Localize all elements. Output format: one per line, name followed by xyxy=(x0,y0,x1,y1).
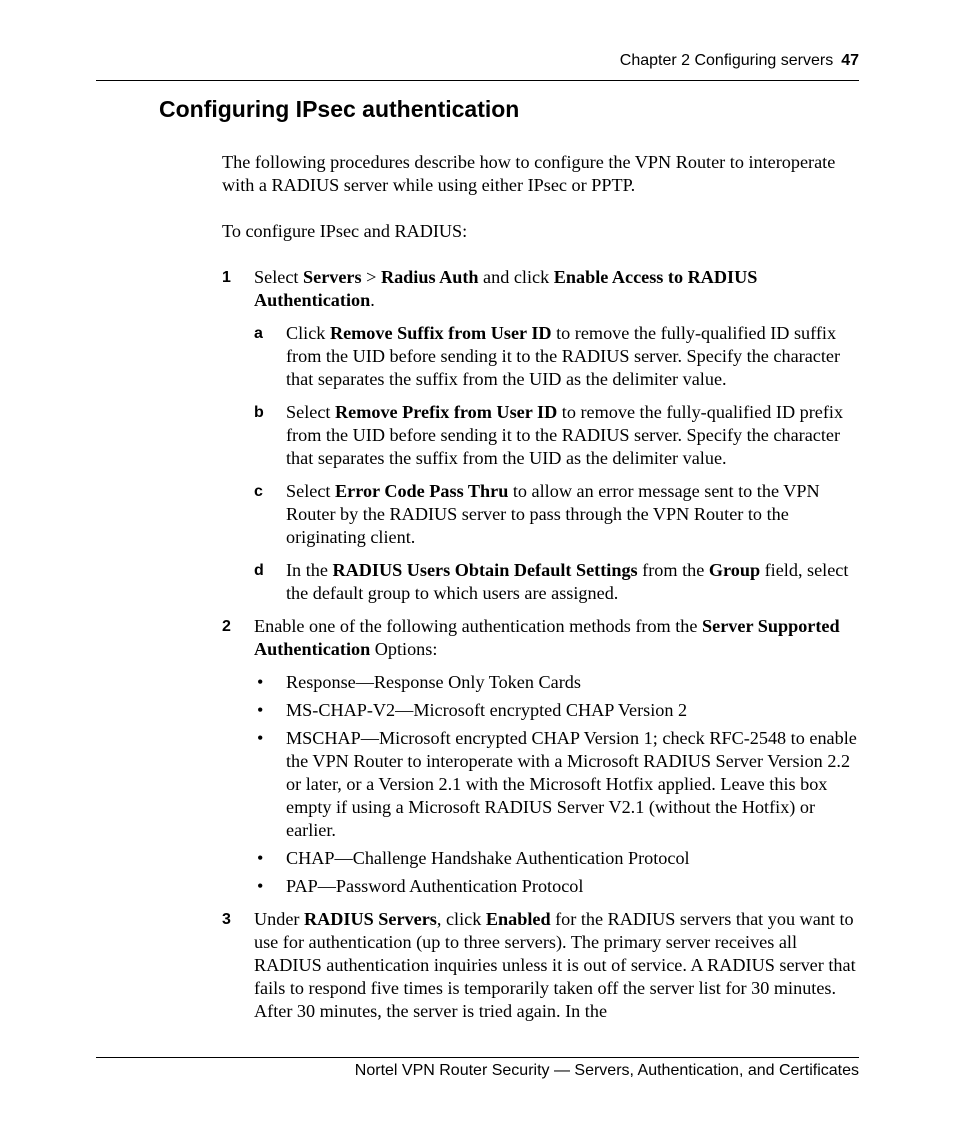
step-text: Enable one of the following authentication methods from the Server Supported Authentication Options: xyxy=(254,616,840,659)
step-2 xyxy=(222,615,862,898)
auth-method-list xyxy=(254,671,862,898)
substep-letter: c xyxy=(254,483,263,500)
page-footer xyxy=(96,1057,859,1079)
document-body xyxy=(222,151,862,1033)
bullet-icon: • xyxy=(257,848,264,868)
substep-text: Click Remove Suffix from User ID to remove the fully-qualified ID suffix from the UID before sending it to the RADIUS server. Specify the character that separates the suffix from the UID as the delimiter value. xyxy=(286,323,841,389)
step-text: Under RADIUS Servers, click Enabled for the RADIUS servers that you want to use for authentication (up to three servers). The primary server receives all RADIUS authentication inquiries unless it is out of service. A RADIUS server that fails to respond five times is temporarily taken off the server list for 30 minutes. After 30 minutes, the server is tried again. In the xyxy=(254,909,856,1021)
step-number: 1 xyxy=(222,269,231,286)
bullet-icon: • xyxy=(257,672,264,692)
step-1 xyxy=(222,266,862,605)
substep-a xyxy=(254,322,862,391)
page-header xyxy=(96,50,859,81)
list-item: • CHAP—Challenge Handshake Authentication Protocol xyxy=(257,848,690,868)
list-item: • MSCHAP—Microsoft encrypted CHAP Version 1; check RFC-2548 to enable the VPN Router to interoperate with a Microsoft RADIUS Server Version 2.2 or later, or a Version 2.1 with the Microsoft Hotfix applied. Leave this box empty if using a Microsoft RADIUS Server V2.1 (without the Hotfix) or earlier. xyxy=(257,728,857,840)
substep-letter: d xyxy=(254,562,264,579)
substep-c xyxy=(254,480,862,549)
running-head xyxy=(620,52,859,70)
substep-letter: a xyxy=(254,325,263,342)
book-title: Nortel VPN Router Security — Servers, Authentication, and Certificates xyxy=(354,1062,859,1079)
substep-b xyxy=(254,401,862,470)
substep-text: Select Remove Prefix from User ID to remove the fully-qualified ID prefix from the UID before sending it to the RADIUS server. Specify the character that separates the suffix from the UID as the delimiter value. xyxy=(286,402,844,468)
procedure-lead: To configure IPsec and RADIUS: xyxy=(222,221,468,241)
substep-d xyxy=(254,559,862,605)
substep-letter: b xyxy=(254,404,264,421)
section-title: Configuring IPsec authentication xyxy=(159,96,520,122)
step-3 xyxy=(222,908,862,1023)
page-number: 47 xyxy=(841,52,859,69)
list-item: • MS-CHAP-V2—Microsoft encrypted CHAP Version 2 xyxy=(257,700,688,720)
list-item: • PAP—Password Authentication Protocol xyxy=(257,876,584,896)
bullet-icon: • xyxy=(257,728,264,748)
bullet-icon: • xyxy=(257,700,264,720)
list-item: • Response—Response Only Token Cards xyxy=(257,672,581,692)
step-number: 2 xyxy=(222,618,231,635)
substep-text: Select Error Code Pass Thru to allow an error message sent to the VPN Router by the RADIUS server to pass through the VPN Router to the originating client. xyxy=(286,481,820,547)
bullet-icon: • xyxy=(257,876,264,896)
step-text: Select Servers > Radius Auth and click Enable Access to RADIUS Authentication. xyxy=(254,267,758,310)
substep-text: In the RADIUS Users Obtain Default Settings from the Group field, select the default group to which users are assigned. xyxy=(286,560,849,603)
chapter-title: Chapter 2 Configuring servers xyxy=(619,52,834,69)
intro-paragraph: The following procedures describe how to configure the VPN Router to interoperate with a RADIUS server while using either IPsec or PPTP. xyxy=(222,152,836,195)
step-number: 3 xyxy=(222,911,231,928)
